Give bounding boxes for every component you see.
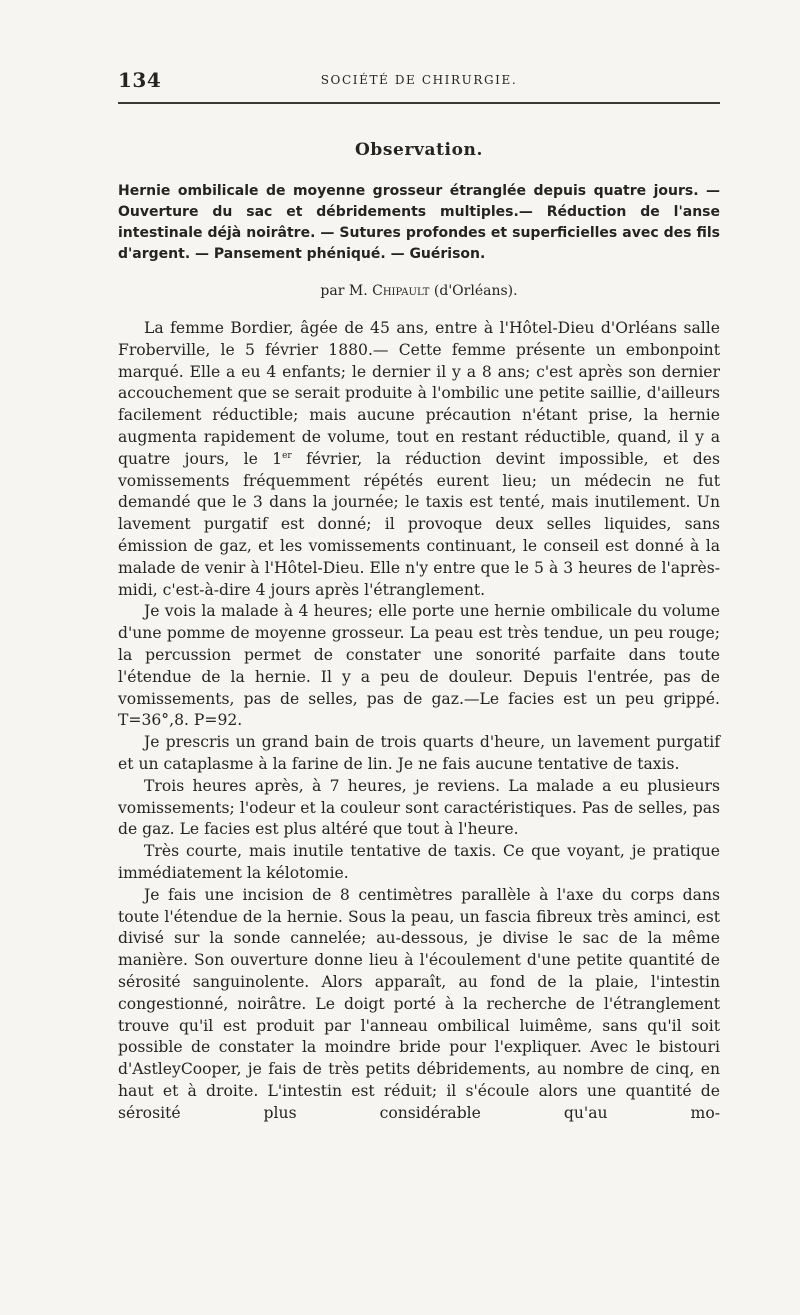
paragraph-1 bbox=[118, 318, 720, 601]
paragraph-3: Je prescris un grand bain de trois quarts d'heure, un lavement purgatif et un cataplasme à la farine de lin. Je ne fais aucune tentative de taxis. bbox=[118, 733, 720, 773]
section-title: Observation. bbox=[354, 140, 484, 160]
body-text bbox=[118, 318, 720, 1124]
ordinal-superscript: er bbox=[282, 450, 292, 461]
paragraph-1-part-b: février, la réduction devint impossible, et des vomissements fréquemment répétés eurent lieu; un médecin ne fut demandé que le 3 dans la journée; le taxis est tenté, mais inutilement. Un lavement purgatif est donné; il provoque deux selles liquides, sans émission de gaz, et les vomissements continuant, le conseil est donné à la malade de venir à l'Hôtel-Dieu. Elle n'y entre que le 5 à 3 heures de l'après-midi, c'est-à-dire 4 jours après l'étranglement. bbox=[118, 449, 720, 599]
page-header bbox=[118, 62, 720, 104]
author-place: (d'Orléans). bbox=[433, 283, 518, 299]
author-line bbox=[118, 283, 720, 299]
paragraph-6: Je fais une incision de 8 centimètres parallèle à l'axe du corps dans toute l'étendue de la hernie. Sous la peau, un fascia fibreux très aminci, est divisé sur la sonde cannelée; au-dessous, je divise le sac de la même manière. Son ouverture donne lieu à l'écoulement d'une petite quantité de sérosité sanguinolente. Alors apparaît, au fond de la plaie, l'intestin congestionné, noirâtre. Le doigt porté à la recherche de l'étranglement trouve qu'il est produit par l'anneau ombilical luimême, sans qu'il soit possible de constater la moindre bride pour l'expliquer. Avec le bistouri d'AstleyCooper, je fais de très petits débridements, au nombre de cinq, en haut et à droite. L'intestin est réduit; il s'écoule alors une quantité de sérosité plus considérable qu'au mo- bbox=[118, 885, 720, 1122]
paragraph-4: Trois heures après, à 7 heures, je reviens. La malade a eu plusieurs vomissements; l'odeur et la couleur sont caractéristiques. Pas de selles, pas de gaz. Le facies est plus altéré que tout à l'heure. bbox=[118, 776, 720, 839]
paragraph-2: Je vois la malade à 4 heures; elle porte une hernie ombilicale du volume d'une pomme de moyenne grosseur. La peau est très tendue, un peu rouge; la percussion permet de constater une sonorité parfaite dans toute l'étendue de la hernie. Il y a peu de douleur. Depuis l'entrée, pas de vomissements, pas de selles, pas de gaz.—Le facies est un peu grippé. T=36°,8. P=92. bbox=[118, 602, 720, 730]
author-prefix: par M. bbox=[320, 283, 368, 299]
observation-summary: Hernie ombilicale de moyenne grosseur étranglée depuis quatre jours. — Ouverture du sac et débridements multiples.— Réduction de l'anse intestinale déjà noirâtre. — Sutures profondes et superficielles avec des fils d'argent. — Pansement phéniqué. — Guérison. bbox=[118, 183, 720, 262]
page-number: 134 bbox=[118, 68, 162, 92]
paragraph-1-part-a: La femme Bordier, âgée de 45 ans, entre à l'Hôtel-Dieu d'Orléans salle Froberville, le 5 février 1880.— Cette femme présente un embonpoint marqué. Elle a eu 4 enfants; le dernier il y a 8 ans; c'est après son dernier accouchement que se serait produite à l'ombilic une petite saillie, d'ailleurs facilement réductible; mais aucune précaution n'étant prise, la hernie augmenta rapidement de volume, tout en restant réductible, quand, il y a quatre jours, le 1 bbox=[118, 319, 720, 468]
author-name: Chipault bbox=[372, 283, 430, 299]
paragraph-5: Très courte, mais inutile tentative de taxis. Ce que voyant, je pratique immédiatement la kélotomie. bbox=[118, 842, 720, 882]
running-head: SOCIÉTÉ DE CHIRURGIE. bbox=[320, 73, 518, 87]
